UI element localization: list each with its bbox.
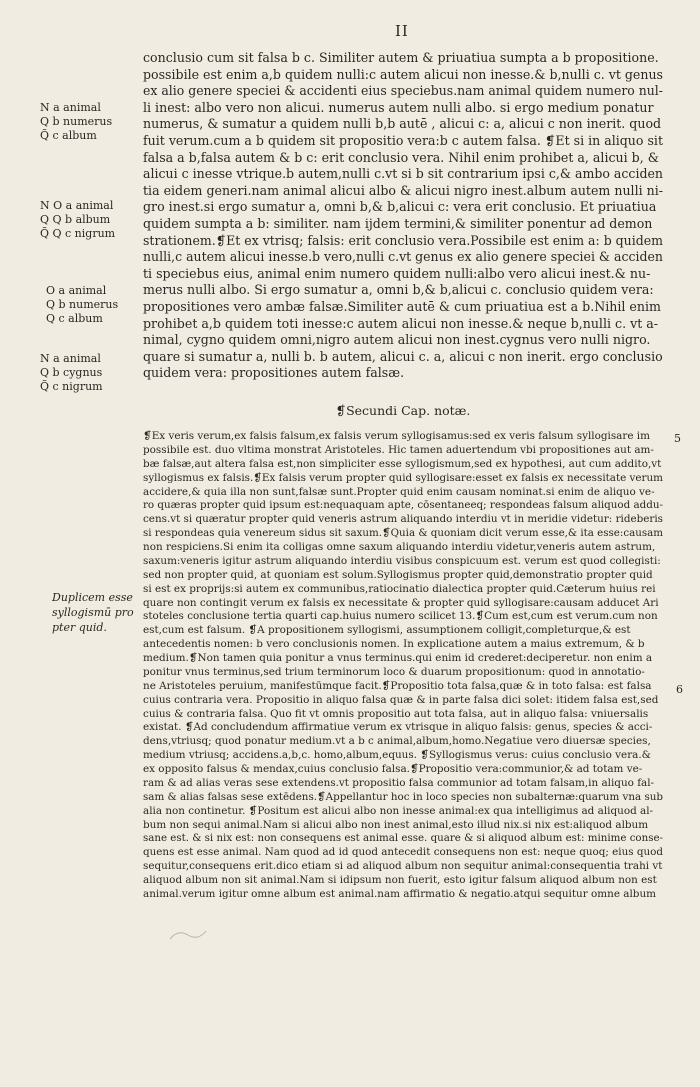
text-line: non respiciens.Si enim ita colligas omne saxum aliquando interdiu videtur,veneris autem astrum, <box>143 541 656 553</box>
text-line: ti speciebus eius, animal enim numero quidem nulli:albo vero alicui inest.& nu- <box>143 265 651 281</box>
text-line: sed non propter quid, at quoniam est solum.Syllogismus propter quid,demonstratio propter quid <box>143 568 653 581</box>
margin-note-line: Q b numerus <box>46 298 119 311</box>
text-line: dens,vtriusq; quod ponatur medium.vt a b c animal,album,homo.Negatiue vero diuersæ species, <box>143 735 651 748</box>
text-line: quens est esse animal. Nam quod ad id quod antecedit consequens non est: neque quoq; eius quod <box>143 846 663 859</box>
margin-note-line: Q̃ c album <box>40 129 97 142</box>
text-line: ponitur vnus terminus,sed trium terminorum loco & duarum propositionum: quod in annotatio- <box>143 665 645 678</box>
margin-note-line: Q b numerus <box>40 115 113 128</box>
text-line: nimal, cygno quidem omni,nigro autem alicui non inest.cygnus vero nulli nigro. <box>143 332 651 348</box>
text-line: est,cum est falsum. ❡A propositionem syllogismi, assumptionem colligit,completurque,& est <box>143 624 631 637</box>
text-line: li inest: albo vero non alicui. numerus autem nulli albo. si ergo medium ponatur <box>143 99 654 115</box>
text-line: cens.vt si quæratur propter quid veneris astrum aliquando interdiu vt in meridie videtur: rideberis <box>143 513 663 526</box>
text-line: quidem vera: propositiones autem falsæ. <box>143 365 405 381</box>
main-text-upper <box>143 50 663 382</box>
text-line: ex alio genere speciei & accidenti eius speciebus.nam animal quidem numero nul- <box>143 83 663 99</box>
text-line: quidem sumpta a b: similiter. nam ijdem termini,& similiter ponentur ad demon <box>143 215 653 231</box>
text-line: medium vtriusq; accidens.a,b,c. homo,album,equus. ❡Syllogismus verus: cuius conclusio vera.& <box>143 749 651 762</box>
text-line: possibile est. duo vltima monstrat Aristoteles. Hic tamen aduertendum vbi propositiones aut am- <box>143 443 654 456</box>
text-line: nulli,c autem alicui inesse.b vero,nulli c.vt genus ex alio genere speciei & acciden <box>143 249 663 265</box>
margin-note-line: Q̃ c nigrum <box>40 380 103 393</box>
margin-note-line: Q c album <box>46 312 103 325</box>
text-line: ❡Ex veris verum,ex falsis falsum,ex falsis verum syllogisamus:sed ex veris falsum syllogisare im <box>143 430 650 442</box>
text-line: strationem.❡Et ex vtrisq; falsis: erit conclusio vera.Possibile est enim a: b quidem <box>143 232 663 248</box>
ink-stroke-mark <box>168 925 208 945</box>
text-line: possibile est enim a,b quidem nulli:c autem alicui non inesse.& b,nulli c. vt genus <box>143 66 663 82</box>
margin-note-1 <box>40 101 112 143</box>
text-line: animal.verum igitur omne album est animal.nam affirmatio & negatio.atqui sequitur omne album <box>143 887 656 900</box>
text-line: aliquod album non sit animal.Nam si idipsum non fuerit, esto igitur falsum aliquod album non est <box>143 874 657 886</box>
text-line: conclusio cum sit falsa b c. Similiter autem & priuatiua sumpta a b propositione. <box>143 50 659 65</box>
text-line: merus nulli albo. Si ergo sumatur a, omni b,& b,alicui c. conclusio quidem vera: <box>143 282 654 298</box>
margin-note-line: Q̃ Q c nigrum <box>40 227 116 240</box>
text-line: numerus, & sumatur a quidem nulli b,b autē , alicui c: a, alicui c non inerit. quod <box>143 116 662 132</box>
text-line: quare non contingit verum ex falsis ex necessitate & propter quid syllogisare:causam adducet Ari <box>143 596 659 609</box>
text-line: bum non sequi animal.Nam si alicui albo non inest animal,esto illud nix.si nix est:aliquod album <box>143 818 649 831</box>
text-line: tia eidem generi.nam animal alicui albo & alicui nigro inest.album autem nulli ni- <box>143 182 663 198</box>
text-line: quare si sumatur a, nulli b. b autem, alicui c. a, alicui c non inerit. ergo conclusio <box>143 348 663 364</box>
text-line: prohibet a,b quidem toti inesse:c autem alicui non inesse.& neque b,nulli c. vt a- <box>143 315 659 331</box>
text-line: propositiones vero ambæ falsæ.Similiter autē & cum priuatiua est a b.Nihil enim <box>143 298 661 314</box>
text-line: gro inest.si ergo sumatur a, omni b,& b,alicui c: vera erit conclusio. Et priuatiua <box>143 199 657 215</box>
text-line: existat. ❡Ad concludendum affirmatiue verum ex vtrisque in aliquo falsis: genus, species & acci- <box>143 721 653 734</box>
text-line: si est ex proprijs:si autem ex communibus,ratiocinatio dialectica propter quid.Cæterum huius rei <box>143 582 656 595</box>
text-line: fuit verum.cum a b quidem sit propositio vera:b c autem falsa. ❡Et si in aliquo sit <box>143 132 663 148</box>
margin-note-3 <box>46 284 118 326</box>
text-line: stoteles conclusione tertia quarti cap.huius numero scilicet 13.❡Cum est,cum est verum.cum non <box>143 610 658 623</box>
text-line: ex opposito falsus & mendax,cuius conclusio falsa.❡Propositio vera:communior,& ad totam ve- <box>143 763 643 775</box>
section-heading: ❡Secundi Cap. notæ. <box>335 403 471 418</box>
text-line: antecedentis nomen: b vero conclusionis nomen. In explicatione autem a maius extremum, & b <box>143 638 645 651</box>
text-line: sam & alias falsas sese extēdens.❡Appellantur hoc in loco species non subalternæ:quarum vna sub <box>143 790 663 803</box>
text-line: syllogismus ex falsis.❡Ex falsis verum propter quid syllogisare:esset ex falsis ex necessitate verum <box>143 471 663 484</box>
text-line: medium.❡Non tamen quia ponitur a vnus terminus.qui enim id crederet:deciperetur. non enim a <box>143 652 653 664</box>
text-line: saxum:veneris igitur astrum aliquando interdiu visibus conspicuum est. verum est quod collegisti: <box>143 554 661 567</box>
side-note-line: pter quid. <box>52 621 107 634</box>
text-line: accidere,& quia illa non sunt,falsæ sunt.Propter quid enim causam nominat.si enim de aliquo ve- <box>143 485 655 498</box>
margin-note-4 <box>40 352 103 394</box>
commentary-text <box>143 430 663 902</box>
text-line: falsa a b,falsa autem & b c: erit conclusio vera. Nihil enim prohibet a, alicui b, & <box>143 149 659 165</box>
text-line: ro quæras propter quid ipsum est:nequaquam apte, cōsentaneeq; respondeas falsum aliquod addu- <box>143 499 663 512</box>
line-number-marker: 6 <box>676 683 683 696</box>
text-line: alia non continetur. ❡Positum est alicui albo non inesse animal:ex qua intelligimus ad aliquod al- <box>143 804 654 817</box>
text-line: alicui c inesse vtrique.b autem,nulli c.vt si b sit contrarium ipsi c,& ambo acciden <box>143 166 663 182</box>
margin-note-line: N a animal <box>40 352 101 365</box>
text-line: sane est. & si nix est: non consequens est animal esse. quare & si aliquod album est: minime conse- <box>143 832 663 845</box>
side-note-line: syllogismū pro <box>52 606 134 619</box>
margin-note-line: O a animal <box>46 284 107 297</box>
margin-note-2 <box>40 199 115 241</box>
margin-note-line: N O a animal <box>40 199 114 212</box>
text-line: si respondeas quia venereum sidus sit saxum.❡Quia & quoniam dicit verum esse,& ita esse:causam <box>143 527 663 540</box>
page-number: II <box>395 22 409 40</box>
text-line: bæ falsæ,aut altera falsa est,non simpliciter esse syllogismum,sed ex hypothesi, aut cum addito,vt <box>143 457 662 470</box>
text-line: ram & ad alias veras sese extendens.vt propositio falsa communior ad totam falsam,in aliquo fal- <box>143 776 655 789</box>
side-note <box>52 590 142 635</box>
margin-note-line: N a animal <box>40 101 101 114</box>
side-note-line: Duplicem esse <box>52 591 133 604</box>
line-number-marker: 5 <box>674 432 681 445</box>
text-line: cuius & contraria falsa. Quo fit vt omnis propositio aut tota falsa, aut in aliquo falsa: vniuersalis <box>143 707 649 720</box>
text-line: cuius contraria vera. Propositio in aliquo falsa quæ & in parte falsa dici solet: itidem falsa est,sed <box>143 693 659 706</box>
text-line: sequitur,consequens erit.dico etiam si ad aliquod album non sequitur animal:consequentia trahi vt <box>143 860 663 873</box>
text-line: ne Aristoteles peruium, manifestūmque facit.❡Propositio tota falsa,quæ & in toto falsa: est falsa <box>143 679 652 692</box>
margin-note-line: Q Q b album <box>40 213 111 226</box>
margin-note-line: Q b cygnus <box>40 366 103 379</box>
